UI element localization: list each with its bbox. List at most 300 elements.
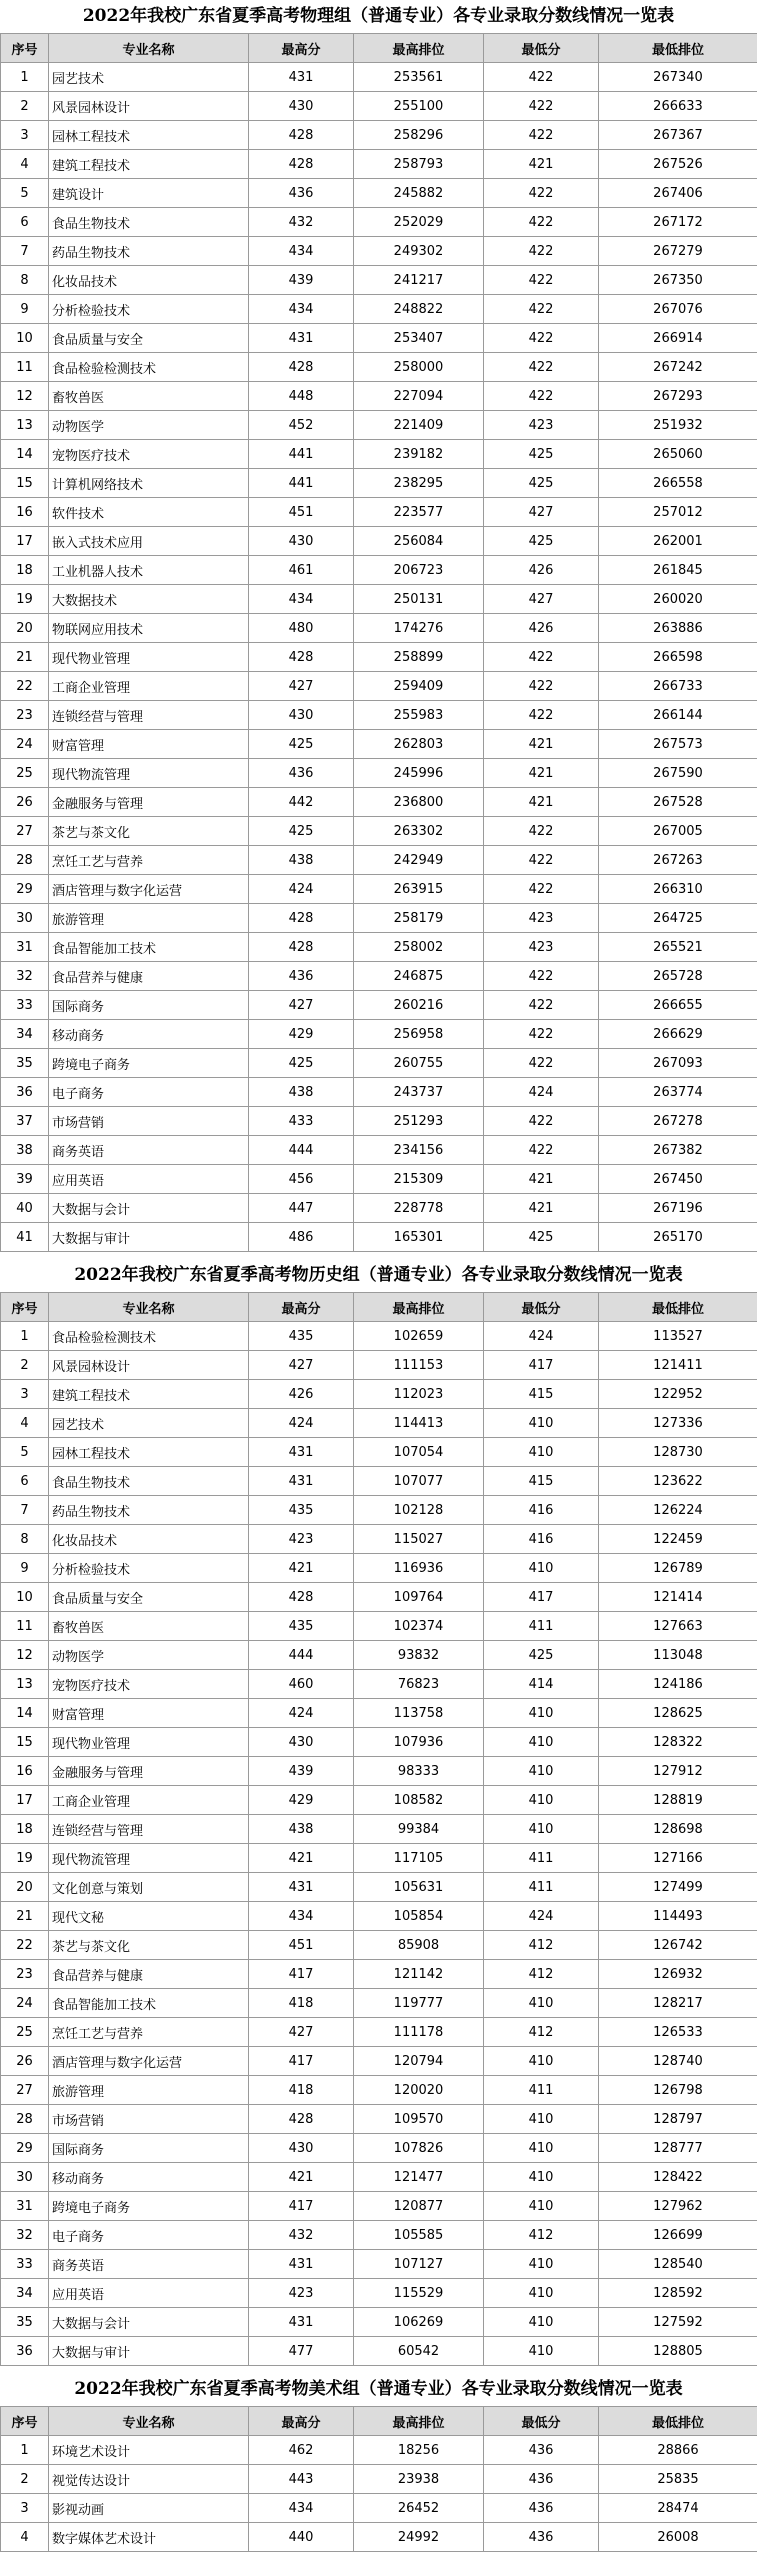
cell-min-score: 421 [484, 150, 599, 179]
cell-max-rank: 258296 [354, 121, 484, 150]
table-header-row [1, 1293, 757, 1322]
cell-min-rank: 266914 [599, 324, 757, 353]
table-row [1, 556, 757, 585]
table-row [1, 2018, 757, 2047]
cell-min-score: 410 [484, 2134, 599, 2163]
cell-min-rank: 267406 [599, 179, 757, 208]
cell-min-score: 410 [484, 1989, 599, 2018]
cell-min-score: 410 [484, 2163, 599, 2192]
table-row [1, 1380, 757, 1409]
table-row [1, 1902, 757, 1931]
table-header-row [1, 2407, 757, 2436]
header-index: 序号 [1, 2407, 49, 2436]
header-min-rank: 最低排位 [599, 1293, 757, 1322]
cell-max-score: 477 [249, 2337, 354, 2366]
cell-min-rank: 126699 [599, 2221, 757, 2250]
cell-max-score: 432 [249, 208, 354, 237]
cell-min-rank: 128777 [599, 2134, 757, 2163]
cell-min-rank: 266733 [599, 672, 757, 701]
header-max-score: 最高分 [249, 34, 354, 63]
cell-max-rank: 121142 [354, 1960, 484, 1989]
cell-min-rank: 267573 [599, 730, 757, 759]
cell-min-rank: 127912 [599, 1757, 757, 1786]
cell-max-score: 436 [249, 962, 354, 991]
table-row [1, 962, 757, 991]
cell-major: 动物医学 [49, 1641, 249, 1670]
cell-index: 31 [1, 933, 49, 962]
cell-max-score: 428 [249, 643, 354, 672]
cell-index: 25 [1, 759, 49, 788]
cell-major: 食品质量与安全 [49, 1583, 249, 1612]
cell-max-rank: 23938 [354, 2465, 484, 2494]
cell-max-rank: 234156 [354, 1136, 484, 1165]
cell-index: 6 [1, 208, 49, 237]
cell-min-rank: 126932 [599, 1960, 757, 1989]
cell-min-rank: 127499 [599, 1873, 757, 1902]
table-row [1, 672, 757, 701]
cell-max-rank: 108582 [354, 1786, 484, 1815]
cell-max-rank: 112023 [354, 1380, 484, 1409]
cell-major: 园艺技术 [49, 1409, 249, 1438]
table-row [1, 1438, 757, 1467]
table-row [1, 1844, 757, 1873]
cell-index: 7 [1, 237, 49, 266]
cell-major: 金融服务与管理 [49, 1757, 249, 1786]
table-row [1, 1136, 757, 1165]
cell-min-score: 412 [484, 2221, 599, 2250]
cell-major: 软件技术 [49, 498, 249, 527]
cell-max-score: 428 [249, 353, 354, 382]
cell-min-rank: 267242 [599, 353, 757, 382]
cell-index: 18 [1, 1815, 49, 1844]
cell-max-rank: 105631 [354, 1873, 484, 1902]
cell-major: 动物医学 [49, 411, 249, 440]
cell-max-score: 430 [249, 2134, 354, 2163]
cell-max-rank: 76823 [354, 1670, 484, 1699]
cell-max-score: 428 [249, 150, 354, 179]
cell-max-score: 431 [249, 2308, 354, 2337]
cell-max-score: 428 [249, 121, 354, 150]
cell-min-rank: 126789 [599, 1554, 757, 1583]
cell-max-rank: 263915 [354, 875, 484, 904]
header-min-score: 最低分 [484, 1293, 599, 1322]
cell-min-rank: 251932 [599, 411, 757, 440]
cell-min-score: 422 [484, 1049, 599, 1078]
cell-max-score: 435 [249, 1496, 354, 1525]
cell-min-score: 412 [484, 2018, 599, 2047]
cell-major: 畜牧兽医 [49, 382, 249, 411]
cell-max-score: 432 [249, 2221, 354, 2250]
cell-major: 畜牧兽医 [49, 1612, 249, 1641]
cell-max-score: 435 [249, 1612, 354, 1641]
cell-min-score: 426 [484, 556, 599, 585]
cell-min-score: 423 [484, 411, 599, 440]
cell-index: 4 [1, 150, 49, 179]
cell-min-score: 422 [484, 179, 599, 208]
cell-max-rank: 246875 [354, 962, 484, 991]
cell-index: 9 [1, 295, 49, 324]
cell-min-rank: 127962 [599, 2192, 757, 2221]
cell-major: 食品营养与健康 [49, 962, 249, 991]
cell-max-rank: 107054 [354, 1438, 484, 1467]
cell-max-score: 452 [249, 411, 354, 440]
cell-index: 27 [1, 817, 49, 846]
cell-max-rank: 258002 [354, 933, 484, 962]
cell-min-score: 436 [484, 2436, 599, 2465]
cell-min-rank: 25835 [599, 2465, 757, 2494]
cell-max-rank: 116936 [354, 1554, 484, 1583]
cell-max-rank: 241217 [354, 266, 484, 295]
cell-max-rank: 105854 [354, 1902, 484, 1931]
cell-major: 现代物业管理 [49, 643, 249, 672]
cell-min-rank: 267293 [599, 382, 757, 411]
table-row [1, 2250, 757, 2279]
cell-index: 25 [1, 2018, 49, 2047]
table-row [1, 63, 757, 92]
cell-major: 食品生物技术 [49, 1467, 249, 1496]
cell-min-score: 421 [484, 730, 599, 759]
cell-major: 药品生物技术 [49, 237, 249, 266]
table-row [1, 1322, 757, 1351]
cell-index: 20 [1, 1873, 49, 1902]
table-row [1, 266, 757, 295]
cell-min-score: 415 [484, 1467, 599, 1496]
cell-max-rank: 255983 [354, 701, 484, 730]
cell-min-rank: 128740 [599, 2047, 757, 2076]
cell-min-score: 410 [484, 2105, 599, 2134]
cell-min-rank: 127663 [599, 1612, 757, 1641]
cell-min-score: 417 [484, 1583, 599, 1612]
cell-min-rank: 122952 [599, 1380, 757, 1409]
cell-min-score: 411 [484, 2076, 599, 2105]
cell-index: 14 [1, 440, 49, 469]
cell-index: 29 [1, 875, 49, 904]
cell-min-score: 427 [484, 498, 599, 527]
cell-min-rank: 122459 [599, 1525, 757, 1554]
cell-min-score: 410 [484, 1786, 599, 1815]
cell-max-rank: 263302 [354, 817, 484, 846]
table-row [1, 411, 757, 440]
cell-min-score: 411 [484, 1873, 599, 1902]
cell-major: 食品检验检测技术 [49, 1322, 249, 1351]
cell-index: 23 [1, 701, 49, 730]
cell-min-score: 410 [484, 2308, 599, 2337]
table-row [1, 1931, 757, 1960]
table-row [1, 2163, 757, 2192]
cell-index: 32 [1, 2221, 49, 2250]
header-max-score: 最高分 [249, 1293, 354, 1322]
header-min-rank: 最低排位 [599, 34, 757, 63]
cell-index: 2 [1, 1351, 49, 1380]
table-row [1, 1223, 757, 1252]
cell-major: 工商企业管理 [49, 1786, 249, 1815]
cell-max-score: 439 [249, 1757, 354, 1786]
cell-max-rank: 115027 [354, 1525, 484, 1554]
cell-max-rank: 174276 [354, 614, 484, 643]
cell-max-rank: 243737 [354, 1078, 484, 1107]
cell-max-score: 430 [249, 1728, 354, 1757]
cell-min-rank: 267005 [599, 817, 757, 846]
cell-major: 大数据与会计 [49, 1194, 249, 1223]
cell-index: 21 [1, 643, 49, 672]
table-row [1, 991, 757, 1020]
cell-index: 16 [1, 498, 49, 527]
cell-major: 建筑工程技术 [49, 150, 249, 179]
cell-max-rank: 120794 [354, 2047, 484, 2076]
table-row [1, 1496, 757, 1525]
cell-min-rank: 263886 [599, 614, 757, 643]
table-row [1, 1670, 757, 1699]
cell-min-score: 410 [484, 1554, 599, 1583]
cell-min-score: 422 [484, 817, 599, 846]
cell-min-score: 410 [484, 1438, 599, 1467]
cell-max-rank: 111178 [354, 2018, 484, 2047]
cell-index: 39 [1, 1165, 49, 1194]
table-row [1, 150, 757, 179]
cell-major: 茶艺与茶文化 [49, 817, 249, 846]
cell-index: 37 [1, 1107, 49, 1136]
cell-max-rank: 260216 [354, 991, 484, 1020]
table-row [1, 1525, 757, 1554]
table-row [1, 1989, 757, 2018]
cell-min-score: 422 [484, 324, 599, 353]
cell-major: 现代物业管理 [49, 1728, 249, 1757]
cell-min-rank: 128625 [599, 1699, 757, 1728]
header-max-rank: 最高排位 [354, 2407, 484, 2436]
cell-max-score: 431 [249, 1873, 354, 1902]
cell-max-rank: 245882 [354, 179, 484, 208]
cell-max-score: 444 [249, 1136, 354, 1165]
cell-max-score: 461 [249, 556, 354, 585]
cell-max-score: 424 [249, 875, 354, 904]
cell-min-score: 422 [484, 643, 599, 672]
cell-index: 28 [1, 2105, 49, 2134]
cell-major: 药品生物技术 [49, 1496, 249, 1525]
cell-major: 食品智能加工技术 [49, 1989, 249, 2018]
cell-min-score: 426 [484, 614, 599, 643]
history-table-body [1, 1322, 757, 2366]
cell-max-rank: 258899 [354, 643, 484, 672]
table-row [1, 1409, 757, 1438]
cell-index: 17 [1, 527, 49, 556]
cell-major: 分析检验技术 [49, 295, 249, 324]
cell-max-rank: 114413 [354, 1409, 484, 1438]
cell-min-score: 414 [484, 1670, 599, 1699]
cell-max-rank: 106269 [354, 2308, 484, 2337]
cell-min-score: 410 [484, 1409, 599, 1438]
cell-index: 35 [1, 1049, 49, 1078]
cell-min-rank: 267263 [599, 846, 757, 875]
cell-index: 23 [1, 1960, 49, 1989]
table-row [1, 614, 757, 643]
cell-index: 20 [1, 614, 49, 643]
table-row [1, 2192, 757, 2221]
cell-index: 40 [1, 1194, 49, 1223]
cell-max-rank: 120877 [354, 2192, 484, 2221]
cell-min-score: 422 [484, 701, 599, 730]
cell-index: 41 [1, 1223, 49, 1252]
cell-max-score: 421 [249, 2163, 354, 2192]
cell-max-score: 417 [249, 2192, 354, 2221]
table-row [1, 1107, 757, 1136]
cell-index: 5 [1, 1438, 49, 1467]
cell-max-score: 431 [249, 324, 354, 353]
cell-min-score: 422 [484, 875, 599, 904]
table-row [1, 1699, 757, 1728]
section-title-art: 2022年我校广东省夏季高考物美术组（普通专业）各专业录取分数线情况一览表 [74, 2379, 683, 2399]
cell-major: 大数据与审计 [49, 1223, 249, 1252]
table-row [1, 1757, 757, 1786]
cell-index: 30 [1, 2163, 49, 2192]
cell-min-score: 411 [484, 1612, 599, 1641]
cell-min-score: 416 [484, 1525, 599, 1554]
section-title-physics: 2022年我校广东省夏季高考物理组（普通专业）各专业录取分数线情况一览表 [82, 6, 675, 26]
cell-max-score: 425 [249, 1049, 354, 1078]
cell-min-rank: 128730 [599, 1438, 757, 1467]
cell-min-score: 436 [484, 2465, 599, 2494]
table-row [1, 643, 757, 672]
cell-max-rank: 26452 [354, 2494, 484, 2523]
cell-max-rank: 102128 [354, 1496, 484, 1525]
cell-index: 2 [1, 2465, 49, 2494]
table-header-row [1, 34, 757, 63]
cell-index: 15 [1, 1728, 49, 1757]
cell-max-score: 435 [249, 1322, 354, 1351]
cell-min-score: 421 [484, 759, 599, 788]
table-row [1, 295, 757, 324]
cell-major: 应用英语 [49, 2279, 249, 2308]
cell-major: 财富管理 [49, 730, 249, 759]
cell-min-score: 422 [484, 846, 599, 875]
cell-major: 食品智能加工技术 [49, 933, 249, 962]
table-row [1, 2105, 757, 2134]
cell-min-rank: 267076 [599, 295, 757, 324]
cell-min-score: 421 [484, 1165, 599, 1194]
cell-index: 13 [1, 411, 49, 440]
cell-min-rank: 267526 [599, 150, 757, 179]
cell-major: 连锁经营与管理 [49, 1815, 249, 1844]
cell-min-score: 422 [484, 63, 599, 92]
cell-max-rank: 18256 [354, 2436, 484, 2465]
cell-max-score: 434 [249, 1902, 354, 1931]
cell-index: 4 [1, 1409, 49, 1438]
cell-max-rank: 258179 [354, 904, 484, 933]
table-row [1, 1583, 757, 1612]
cell-major: 商务英语 [49, 1136, 249, 1165]
cell-index: 28 [1, 846, 49, 875]
cell-max-score: 428 [249, 904, 354, 933]
table-row [1, 121, 757, 150]
cell-min-rank: 267196 [599, 1194, 757, 1223]
cell-max-score: 438 [249, 1078, 354, 1107]
cell-major: 财富管理 [49, 1699, 249, 1728]
cell-index: 38 [1, 1136, 49, 1165]
cell-max-rank: 98333 [354, 1757, 484, 1786]
cell-min-rank: 126224 [599, 1496, 757, 1525]
cell-max-rank: 260755 [354, 1049, 484, 1078]
cell-max-rank: 239182 [354, 440, 484, 469]
table-row [1, 1554, 757, 1583]
cell-index: 35 [1, 2308, 49, 2337]
cell-major: 食品质量与安全 [49, 324, 249, 353]
table-row [1, 1165, 757, 1194]
cell-min-score: 412 [484, 1960, 599, 1989]
cell-max-score: 427 [249, 672, 354, 701]
cell-max-rank: 60542 [354, 2337, 484, 2366]
cell-index: 34 [1, 2279, 49, 2308]
cell-min-score: 424 [484, 1902, 599, 1931]
table-row [1, 179, 757, 208]
cell-index: 19 [1, 1844, 49, 1873]
cell-max-rank: 253407 [354, 324, 484, 353]
cell-min-score: 422 [484, 1136, 599, 1165]
cell-min-score: 422 [484, 295, 599, 324]
cell-major: 大数据与审计 [49, 2337, 249, 2366]
cell-max-score: 438 [249, 1815, 354, 1844]
cell-index: 26 [1, 2047, 49, 2076]
cell-min-rank: 26008 [599, 2523, 757, 2552]
cell-index: 24 [1, 1989, 49, 2018]
cell-max-score: 425 [249, 817, 354, 846]
cell-min-rank: 266558 [599, 469, 757, 498]
cell-major: 宠物医疗技术 [49, 440, 249, 469]
cell-max-score: 418 [249, 1989, 354, 2018]
cell-min-rank: 265728 [599, 962, 757, 991]
cell-min-score: 425 [484, 1641, 599, 1670]
cell-major: 工商企业管理 [49, 672, 249, 701]
cell-major: 园林工程技术 [49, 1438, 249, 1467]
cell-min-rank: 266144 [599, 701, 757, 730]
cell-min-rank: 128819 [599, 1786, 757, 1815]
cell-min-score: 425 [484, 1223, 599, 1252]
cell-major: 嵌入式技术应用 [49, 527, 249, 556]
cell-major: 建筑设计 [49, 179, 249, 208]
cell-min-score: 424 [484, 1078, 599, 1107]
cell-index: 33 [1, 991, 49, 1020]
cell-max-score: 428 [249, 933, 354, 962]
cell-max-score: 431 [249, 1467, 354, 1496]
cell-max-rank: 99384 [354, 1815, 484, 1844]
cell-max-rank: 256084 [354, 527, 484, 556]
table-row [1, 208, 757, 237]
cell-index: 27 [1, 2076, 49, 2105]
cell-major: 国际商务 [49, 2134, 249, 2163]
cell-max-rank: 255100 [354, 92, 484, 121]
table-row [1, 1049, 757, 1078]
cell-min-score: 425 [484, 469, 599, 498]
cell-major: 工业机器人技术 [49, 556, 249, 585]
cell-major: 分析检验技术 [49, 1554, 249, 1583]
cell-index: 33 [1, 2250, 49, 2279]
cell-min-rank: 128540 [599, 2250, 757, 2279]
cell-max-score: 441 [249, 469, 354, 498]
cell-min-score: 422 [484, 382, 599, 411]
cell-min-score: 422 [484, 672, 599, 701]
cell-major: 数字媒体艺术设计 [49, 2523, 249, 2552]
cell-index: 4 [1, 2523, 49, 2552]
cell-index: 29 [1, 2134, 49, 2163]
cell-max-score: 462 [249, 2436, 354, 2465]
cell-max-score: 486 [249, 1223, 354, 1252]
header-index: 序号 [1, 34, 49, 63]
cell-max-rank: 256958 [354, 1020, 484, 1049]
cell-max-score: 443 [249, 2465, 354, 2494]
table-row [1, 1351, 757, 1380]
cell-min-rank: 266598 [599, 643, 757, 672]
table-row [1, 1960, 757, 1989]
cell-index: 9 [1, 1554, 49, 1583]
cell-max-score: 425 [249, 730, 354, 759]
